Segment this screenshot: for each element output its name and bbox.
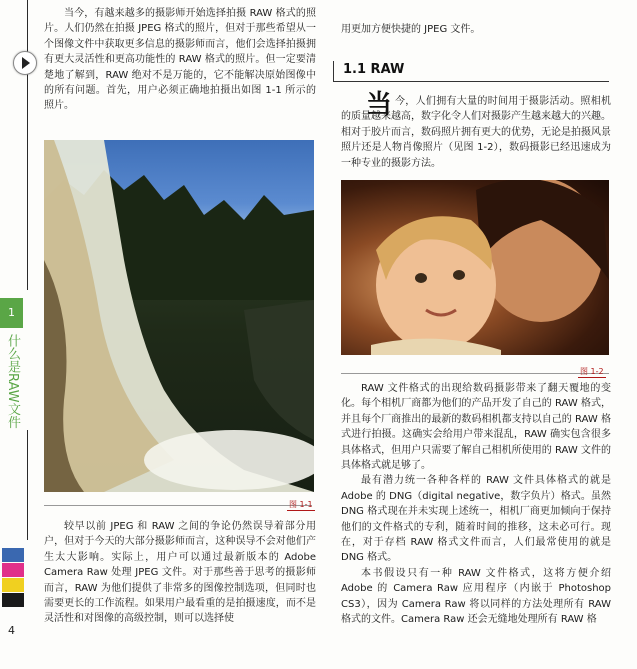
figure-caption-rule-2 xyxy=(341,373,609,374)
chapter-title-vertical: 什么是RAW文件 xyxy=(5,334,20,429)
figure-caption-rule xyxy=(44,505,312,506)
photography-intro-paragraph: 今，人们拥有大量的时间用于摄影活动。照相机的质量越来越高，数字化令人们对摄影产生越来越大的兴趣。相对于胶片而言，数码照片拥有更大的优势，无论是拍摄风景照片还是人物肖像照片（见图 1-2），数码摄影已经迅速成为一种专业的摄影方法。 xyxy=(341,96,611,169)
figure-1-1-caption: 图 1-1 xyxy=(289,500,313,509)
margin-rule-top xyxy=(27,0,28,290)
margin-rule-bottom xyxy=(27,430,28,540)
right-para1-block xyxy=(341,90,611,171)
section-title: 1.1 RAW xyxy=(343,62,405,77)
jpeg-vs-raw-paragraph: 较早以前 JPEG 和 RAW 之间的争论仍然误导着部分用户，但对于今天的大部分摄影师而言，这种误导不会对他们产生太大影响。实际上，用户可以通过最新版本的 Adobe Camera Raw 处理 JPEG 文件。对于那些善于思考的摄影师而言，RAW 为他们提供了非常多的图像控制选项，但同时也需要更长的工作流程。如果用户最看重的是拍摄速度，而不是灵活性和对图像的高级控制，则可以选择使 xyxy=(44,521,316,625)
page-number: 4 xyxy=(8,624,15,637)
camera-raw-paragraph: 本书假设只有一种 RAW 文件格式，这将方便介绍 Adobe 的 Camera Raw 应用程序（内嵌于 Photoshop CS3），因为 Camera Raw 将以同样的方法处理所有 RAW 格式的文件。Camera Raw 还会无缝地处理所有 RAW 格 xyxy=(341,567,611,626)
figure-1-2-caption: 图 1-2 xyxy=(580,367,604,376)
waterfall-photo xyxy=(44,140,314,492)
color-swatch-magenta xyxy=(2,563,24,577)
color-swatch-blue xyxy=(2,548,24,562)
chapter-number-tab: 1 xyxy=(0,298,23,328)
dng-paragraph: 最有潜力统一各种各样的 RAW 文件具体格式的就是 Adobe 的 DNG（digital negative，数字负片）格式。虽然 DNG 格式现在并未实现上述统一，相机厂商更加倾向于保持他们的文件格式的专利，随着时间的推移，这未必可行。现在，对于存档 RAW 格式文件而言，人们最常使用的就是 DNG 格式。 xyxy=(341,475,611,564)
drop-cap: 当 xyxy=(366,90,393,120)
intro-paragraph: 当今，有越来越多的摄影师开始选择拍摄 RAW 格式的照片。人们仍然在拍摄 JPEG 格式的照片，但对于那些希望从一个图像文件中获取更多信息的摄影师而言，他们会选择拍摄拥有更大灵活性和更高功能性的 RAW 格式的照片。但一定要清楚地了解到，RAW 绝对不是万能的，它不能解决原始图像中的所有问题。首先，用户必须正确地拍摄出如图 1-1 所示的照片。 xyxy=(44,8,316,112)
color-swatch-black xyxy=(2,593,24,607)
left-intro-text xyxy=(44,6,316,114)
left-body-text xyxy=(44,519,316,627)
section-rule-horizontal xyxy=(333,81,609,82)
page-arrow-icon xyxy=(13,51,37,75)
section-rule-vertical xyxy=(333,61,334,81)
color-swatch-yellow xyxy=(2,578,24,592)
raw-format-paragraph: RAW 文件格式的出现给数码摄影带来了翻天覆地的变化。每个相机厂商都为他们的产品开发了自己的 RAW 格式，并且每个厂商推出的最新的数码相机都支持以自己的 RAW 格式进行拍摄。这确实会给用户带来混乱，RAW 确实包含很多具体格式，但用户只需要了解自己相机所使用的 RAW 文件的具体格式就足够了。 xyxy=(341,383,611,472)
right-top-line: 用更加方便快捷的 JPEG 文件。 xyxy=(341,24,481,35)
family-portrait-photo xyxy=(341,180,609,355)
portrait-illustration xyxy=(341,180,609,355)
waterfall-illustration xyxy=(44,140,314,492)
right-body-text xyxy=(341,381,611,628)
